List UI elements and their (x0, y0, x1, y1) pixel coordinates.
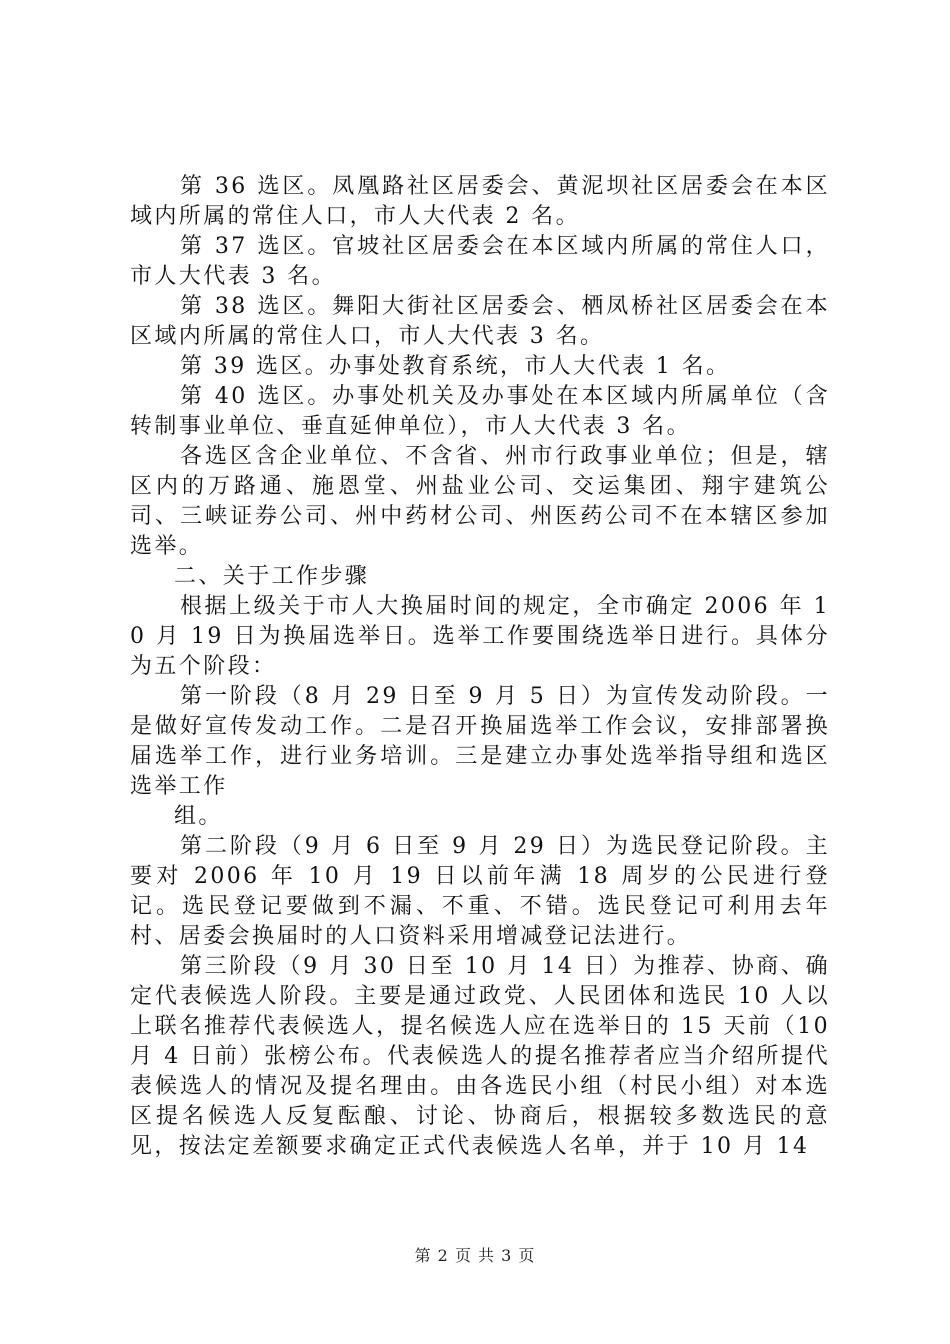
document-body (130, 172, 830, 1162)
paragraph-stage-three: 第三阶段（9 月 30 日至 10 月 14 日）为推荐、协商、确定代表候选人阶段。主要是通过政党、人民团体和选民 10 人以上联名推荐代表候选人，提名候选人应在选举日的 15 天前（10 月 4 日前）张榜公布。代表候选人的提名推荐者应当介绍所提代表候选人的情况及提名理由。由各选民小组（村民小组）对本选区提名候选人反复酝酿、讨论、协商后，根据较多数选民的意见，按法定差额要求确定正式代表候选人名单，并于 10 月 14 (130, 954, 830, 1159)
section-heading-work-steps: 二、关于工作步骤 (174, 564, 370, 589)
paragraph-stage-two: 第二阶段（9 月 6 日至 9 月 29 日）为选民登记阶段。主要对 2006 年 10 月 19 日以前年满 18 周岁的公民进行登记。选民登记要做到不漏、不重、不错。选民登记可利用去年村、居委会换届时的人口资料采用增减登记法进行。 (130, 834, 830, 949)
paragraph-district-37: 第 37 选区。官坡社区居委会在本区域内所属的常住人口，市人大代表 3 名。 (130, 234, 830, 289)
paragraph-stage-one-continued: 组。 (174, 804, 223, 829)
paragraph-district-notes: 各选区含企业单位、不含省、州市行政事业单位；但是，辖区内的万路通、施恩堂、州盐业公司、交运集团、翔宇建筑公司、三峡证券公司、州中药材公司、州医药公司不在本辖区参加选举。 (130, 444, 830, 559)
paragraph-district-40: 第 40 选区。办事处机关及办事处在本区域内所属单位（含转制事业单位、垂直延伸单位），市人大代表 3 名。 (130, 384, 830, 439)
paragraph-district-38: 第 38 选区。舞阳大街社区居委会、栖凤桥社区居委会在本区域内所属的常住人口，市人大代表 3 名。 (130, 294, 830, 349)
paragraph-election-date: 根据上级关于市人大换届时间的规定，全市确定 2006 年 10 月 19 日为换届选举日。选举工作要围绕选举日进行。具体分为五个阶段： (130, 594, 830, 679)
paragraph-district-36: 第 36 选区。凤凰路社区居委会、黄泥坝社区居委会在本区域内所属的常住人口，市人大代表 2 名。 (130, 174, 830, 229)
paragraph-stage-one: 第一阶段（8 月 29 日至 9 月 5 日）为宣传发动阶段。一是做好宣传发动工作。二是召开换届选举工作会议，安排部署换届选举工作，进行业务培训。三是建立办事处选举指导组和选区选举工作 (130, 684, 830, 799)
paragraph-district-39: 第 39 选区。办事处教育系统，市人大代表 1 名。 (180, 354, 731, 379)
page-number-footer: 第 2 页 共 3 页 (414, 1246, 536, 1265)
